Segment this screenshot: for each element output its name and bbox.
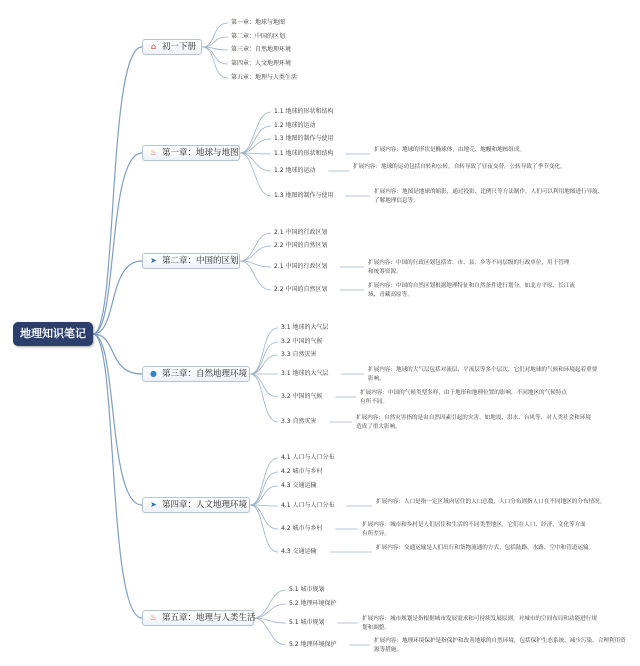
- detail-label[interactable]: 3.2 中国的气候: [281, 393, 323, 400]
- leaf-item[interactable]: 2.1 中国的行政区划: [274, 229, 328, 236]
- leaf-item[interactable]: 第一章：地球与地图: [231, 19, 286, 26]
- leaf-item[interactable]: 2.2 中国的自然区划: [274, 242, 328, 249]
- detail-note: 扩展内容：地图是地球的缩影，通过投影、比例尺等方法制作。人们可以利用地图进行导航、了解地理信息等。: [374, 189, 604, 204]
- leaf-item[interactable]: 3.2 中国的气候: [281, 338, 323, 345]
- leaf-item[interactable]: 5.2 地理环境保护: [289, 600, 337, 607]
- detail-note: 扩展内容：自然灾害指的是由自然因素引起的灾害，如地震、洪水、台风等，对人类社会和环境造成了重大影响。: [356, 415, 591, 430]
- detail-note: 扩展内容：中国的行政区划包括省、市、县、乡等不同层级的行政单位，用于管理和统筹资源。: [368, 260, 570, 275]
- detail-label[interactable]: 5.1 城市规划: [289, 619, 325, 626]
- leaf-item[interactable]: 4.3 交通运输: [281, 482, 317, 489]
- detail-note: 扩展内容：城市规划是指根据城市发展需求和可持续发展原则，对城市的空间布局和功能进行规划和调整。: [362, 616, 597, 631]
- branch-title: 第五章：地理与人类生活: [162, 613, 256, 623]
- branch-node-5[interactable]: [142, 497, 250, 513]
- leaf-item[interactable]: 第五章：地理与人类生活: [231, 74, 298, 81]
- branch-title: 第三章：自然地理环境: [162, 369, 248, 379]
- leaf-item[interactable]: 4.2 城市与乡村: [281, 468, 323, 475]
- detail-label[interactable]: 2.2 中国的自然区划: [274, 286, 328, 293]
- detail-label[interactable]: 2.1 中国的行政区划: [274, 263, 328, 270]
- branch-title: 第四章：人文地理环境: [162, 500, 248, 510]
- detail-label[interactable]: 3.1 地球的大气层: [281, 370, 329, 377]
- flame-icon: ♨: [149, 613, 158, 622]
- leaf-item[interactable]: 第四章：人文地理环境: [231, 60, 292, 67]
- leaf-item[interactable]: 1.3 地图的制作与使用: [274, 135, 334, 142]
- branch-node-4[interactable]: [142, 366, 250, 382]
- leaf-item[interactable]: 5.1 城市规划: [289, 586, 325, 593]
- paper-plane-icon: ➤: [150, 256, 157, 265]
- leaf-item[interactable]: 3.1 地球的大气层: [281, 324, 329, 331]
- detail-note: 扩展内容：地理环境保护是指保护和改善地球的自然环境，包括保护生态系统、减少污染、合理利用资源等措施。: [374, 638, 626, 653]
- detail-label[interactable]: 5.2 地理环境保护: [289, 641, 337, 648]
- branch-title: 第一章：地球与地图: [162, 148, 239, 158]
- root-node-title[interactable]: 地理知识笔记: [13, 322, 93, 346]
- branch-node-2[interactable]: [142, 145, 240, 161]
- detail-note: 扩展内容：地球的形状是椭球体，由地壳、地幔和地核组成。: [374, 147, 526, 153]
- paper-plane-icon: ➤: [150, 500, 157, 509]
- flame-icon: ♨: [149, 148, 158, 157]
- leaf-item[interactable]: 3.3 自然灾害: [281, 351, 317, 358]
- leaf-item[interactable]: 4.1 人口与人口分布: [281, 454, 335, 461]
- detail-label[interactable]: 4.3 交通运输: [281, 548, 317, 555]
- home-icon: ⌂: [150, 42, 157, 51]
- leaf-item[interactable]: 1.1 地球的形状和结构: [274, 108, 334, 115]
- droplet-icon: ●: [150, 369, 157, 378]
- leaf-item[interactable]: 1.2 地球的运动: [274, 122, 316, 129]
- branch-title: 第二章：中国的区划: [162, 256, 239, 266]
- detail-note: 扩展内容：人口是指一定区域内居住的人口总数，人口分布则指人口在不同地区的分布情况。: [376, 499, 606, 505]
- detail-note: 扩展内容：交通运输是人们出行和货物流通的方式，包括陆路、水路、空中和管道运输。: [376, 545, 595, 551]
- branch-node-3[interactable]: [142, 253, 240, 269]
- detail-label[interactable]: 4.1 人口与人口分布: [281, 502, 335, 509]
- detail-label[interactable]: 1.3 地图的制作与使用: [274, 192, 334, 199]
- detail-note: 扩展内容：中国的自然区划根据地理特征和自然条件进行划分，如北方平原、长江流域、青藏高原等。: [368, 283, 575, 298]
- detail-note: 扩展内容：中国的气候类型多样，由于地形和地理位置的影响，不同地区的气候特点有所不同。: [360, 390, 567, 405]
- detail-label[interactable]: 3.3 自然灾害: [281, 418, 317, 425]
- leaf-item[interactable]: 第三章：自然地理环境: [231, 46, 292, 53]
- leaf-item[interactable]: 第二章：中国的区划: [231, 33, 286, 40]
- branch-title: 初一下册: [162, 42, 197, 52]
- detail-label[interactable]: 1.1 地球的形状和结构: [274, 150, 334, 157]
- detail-label[interactable]: 4.2 城市与乡村: [281, 525, 323, 532]
- branch-node-6[interactable]: [142, 610, 254, 626]
- branch-node-1[interactable]: [142, 39, 202, 55]
- detail-note: 扩展内容：地球的大气层包括对流层、平流层等多个层次，它们对地球的气候和环境起着重要影响。: [368, 367, 598, 382]
- detail-note: 扩展内容：城市和乡村是人们居住和生活的不同类型地区，它们在人口、经济、文化等方面有所差异。: [362, 522, 586, 537]
- detail-note: 扩展内容：地球的运动包括自转和公转，自转导致了昼夜交替，公转导致了季节变化。: [353, 164, 566, 170]
- detail-label[interactable]: 1.2 地球的运动: [274, 167, 316, 174]
